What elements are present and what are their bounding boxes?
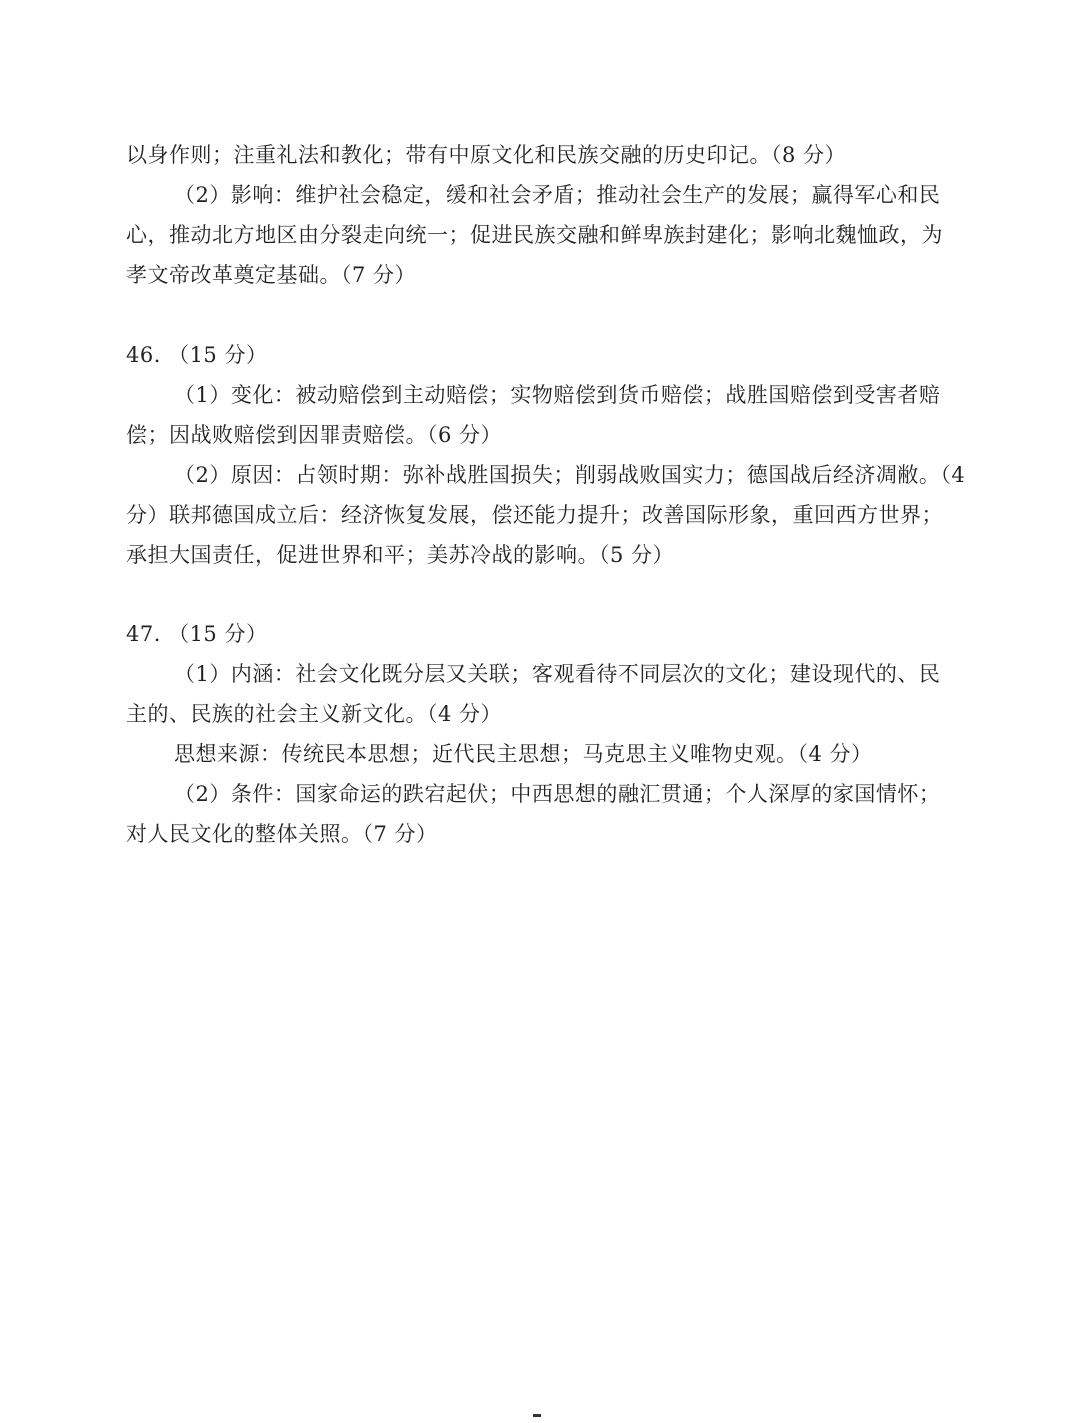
question-heading-47: 47. （15 分） [126, 622, 268, 646]
answer-line: （2）条件：国家命运的跌宕起伏；中西思想的融汇贯通；个人深厚的家国情怀； [174, 782, 941, 806]
answer-line: 心，推动北方地区由分裂走向统一；促进民族交融和鲜卑族封建化；影响北魏恤政，为 [126, 223, 943, 247]
answer-line: 主的、民族的社会主义新文化。（4 分） [126, 702, 503, 726]
answer-line: （2）原因：占领时期：弥补战胜国损失；削弱战败国实力；德国战后经济凋敝。（4 [174, 463, 966, 487]
page-number-mark [533, 1414, 541, 1417]
answer-line: 分）联邦德国成立后：经济恢复发展，偿还能力提升；改善国际形象，重回西方世界； [126, 503, 943, 527]
answer-line: 偿；因战败赔偿到因罪责赔偿。（6 分） [126, 423, 503, 447]
question-heading-46: 46. （15 分） [126, 343, 268, 367]
answer-line: 承担大国责任，促进世界和平；美苏冷战的影响。（5 分） [126, 543, 675, 567]
answer-line: 思想来源：传统民本思想；近代民主思想；马克思主义唯物史观。（4 分） [174, 742, 873, 766]
answer-line: 对人民文化的整体关照。（7 分） [126, 822, 438, 846]
answer-line: （2）影响：维护社会稳定，缓和社会矛盾；推动社会生产的发展；赢得军心和民 [174, 183, 941, 207]
answer-line: 以身作则；注重礼法和教化；带有中原文化和民族交融的历史印记。（8 分） [126, 143, 847, 167]
answer-line: （1）变化：被动赔偿到主动赔偿；实物赔偿到货币赔偿；战胜国赔偿到受害者赔 [174, 383, 941, 407]
answer-line: 孝文帝改革奠定基础。（7 分） [126, 263, 417, 287]
answer-line: （1）内涵：社会文化既分层又关联；客观看待不同层次的文化；建设现代的、民 [174, 662, 941, 686]
